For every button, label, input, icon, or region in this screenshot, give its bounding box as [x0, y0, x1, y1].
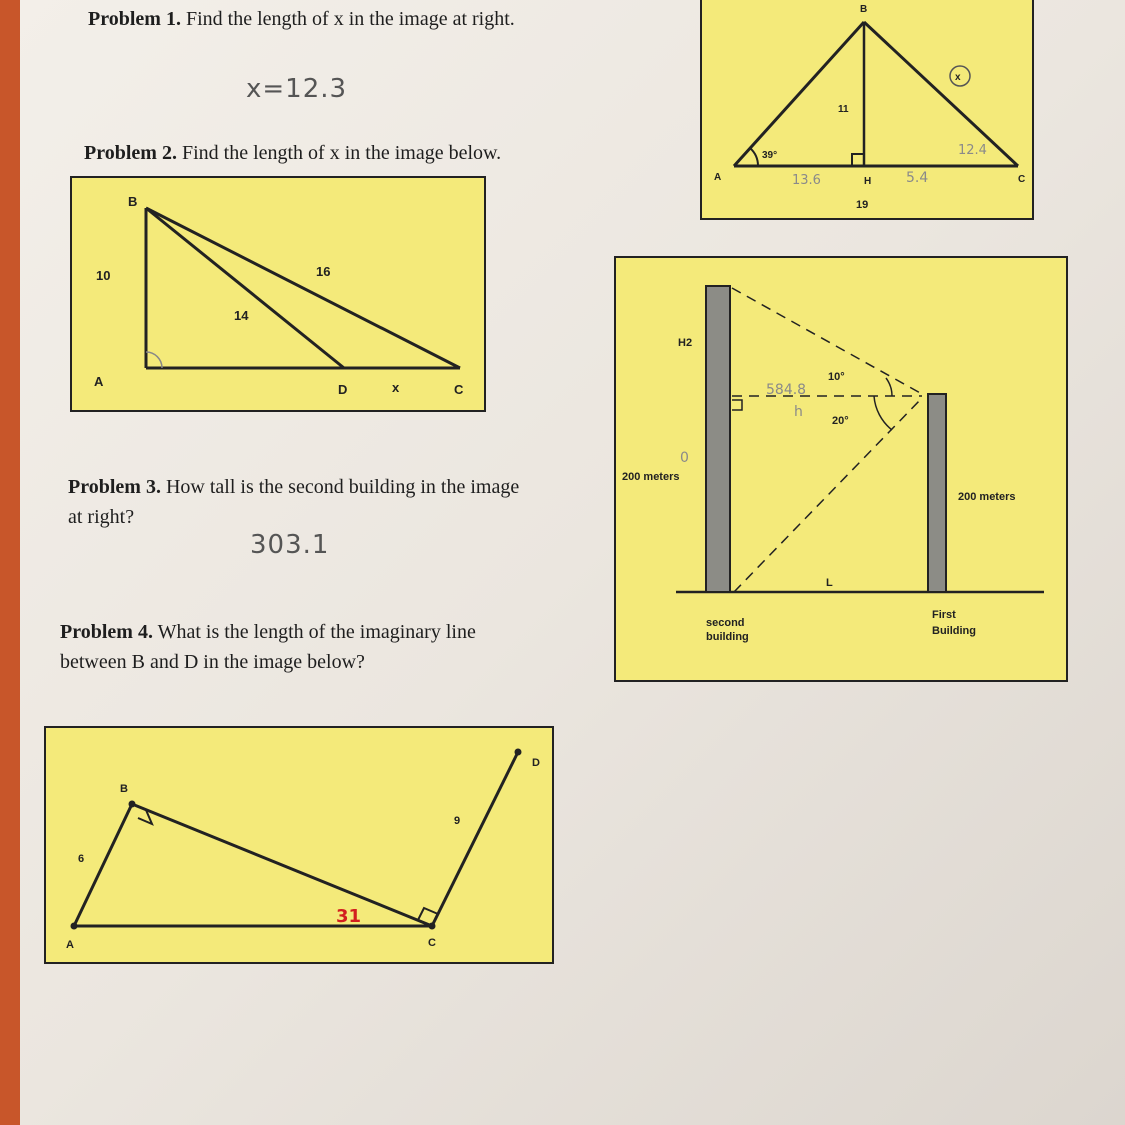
angle-arc-a	[750, 148, 758, 166]
handwritten-distance: 584.8	[766, 382, 807, 398]
side-cd-length: 9	[454, 815, 461, 827]
vertex-d-label: D	[532, 757, 540, 769]
handwritten-ah: 13.6	[792, 173, 821, 188]
vertex-d-label: D	[338, 382, 348, 397]
figure-2-triangle	[70, 176, 486, 412]
segment-bd-length: 14	[234, 308, 249, 323]
x-label: x	[955, 72, 961, 83]
handwritten-h: h	[794, 404, 803, 420]
vertex-c-label: C	[428, 937, 436, 949]
x-label: x	[392, 380, 400, 395]
point-a	[71, 923, 78, 930]
first-building-label-line2: Building	[932, 625, 976, 637]
side-ab	[734, 22, 864, 166]
point-c	[429, 923, 436, 930]
sight-line-up	[732, 288, 922, 394]
first-building-label-line1: First	[932, 609, 956, 621]
side-bc	[132, 804, 432, 926]
vertex-b-label: B	[860, 4, 868, 15]
h2-label: H2	[678, 337, 693, 349]
problem-1-answer: x=12.3	[246, 74, 348, 104]
vertex-a-label: A	[94, 374, 104, 389]
problem-2-label: Problem 2.	[84, 142, 177, 164]
angle-arc-up	[886, 378, 892, 396]
point-b	[129, 801, 136, 808]
segment-bd	[146, 208, 344, 368]
handwritten-ac-length: 31	[336, 906, 362, 927]
side-bc	[146, 208, 460, 368]
right-angle-marker	[732, 400, 742, 410]
side-ab-length: 10	[96, 268, 111, 283]
second-building-label-line1: second	[706, 617, 745, 629]
problem-4-statement	[60, 617, 476, 677]
distance-label: L	[826, 577, 833, 589]
angle-up-label: 10°	[828, 371, 845, 383]
right-angle-marker	[146, 352, 162, 368]
figure-1-triangle	[700, 0, 1034, 220]
side-bc-length: 16	[316, 264, 331, 279]
figure-3-buildings	[614, 256, 1068, 682]
handwritten-hc: 5.4	[906, 170, 929, 186]
problem-2-statement	[84, 138, 501, 168]
angle-a-label: 39°	[762, 150, 778, 161]
problem-4-text-line2: between B and D in the image below?	[60, 651, 365, 673]
sight-line-down	[734, 398, 922, 592]
side-ab	[74, 804, 132, 926]
base-length-label: 19	[856, 199, 869, 211]
vertex-b-label: B	[128, 194, 138, 209]
side-cd	[432, 752, 518, 926]
problem-3-text-line1: How tall is the second building in the image	[165, 476, 520, 498]
problem-4-text-line1: What is the length of the imaginary line	[157, 621, 476, 643]
right-height-label: 200 meters	[958, 491, 1016, 503]
vertex-h-label: H	[864, 176, 872, 187]
problem-3-answer: 303.1	[250, 530, 330, 560]
vertex-a-label: A	[714, 172, 722, 183]
problem-2-text: Find the length of x in the image below.	[181, 142, 502, 164]
first-building	[928, 394, 946, 592]
angle-arc-down	[874, 396, 892, 430]
problem-3-label: Problem 3.	[68, 476, 161, 498]
vertex-b-label: B	[120, 783, 128, 795]
handwritten-zero: 0	[680, 450, 689, 466]
second-building-label-line2: building	[706, 631, 749, 643]
vertex-c-label: C	[454, 382, 464, 397]
second-building	[706, 286, 730, 592]
point-d	[515, 749, 522, 756]
left-height-label: 200 meters	[622, 471, 680, 483]
right-angle-marker	[852, 154, 864, 166]
vertex-c-label: C	[1018, 174, 1026, 185]
problem-1-text: Find the length of x in the image at right.	[185, 8, 515, 30]
vertex-a-label: A	[66, 939, 74, 951]
figure-4-diagram	[44, 726, 554, 964]
angle-down-label: 20°	[832, 415, 849, 427]
problem-1-statement	[88, 4, 515, 34]
problem-4-label: Problem 4.	[60, 621, 153, 643]
height-label: 11	[838, 104, 849, 115]
problem-1-label: Problem 1.	[88, 8, 181, 30]
side-ab-length: 6	[78, 853, 85, 865]
side-bc	[864, 22, 1018, 166]
problem-3-statement	[68, 472, 519, 532]
problem-3-text-line2: at right?	[68, 506, 135, 528]
handwritten-bc: 12.4	[958, 143, 987, 158]
